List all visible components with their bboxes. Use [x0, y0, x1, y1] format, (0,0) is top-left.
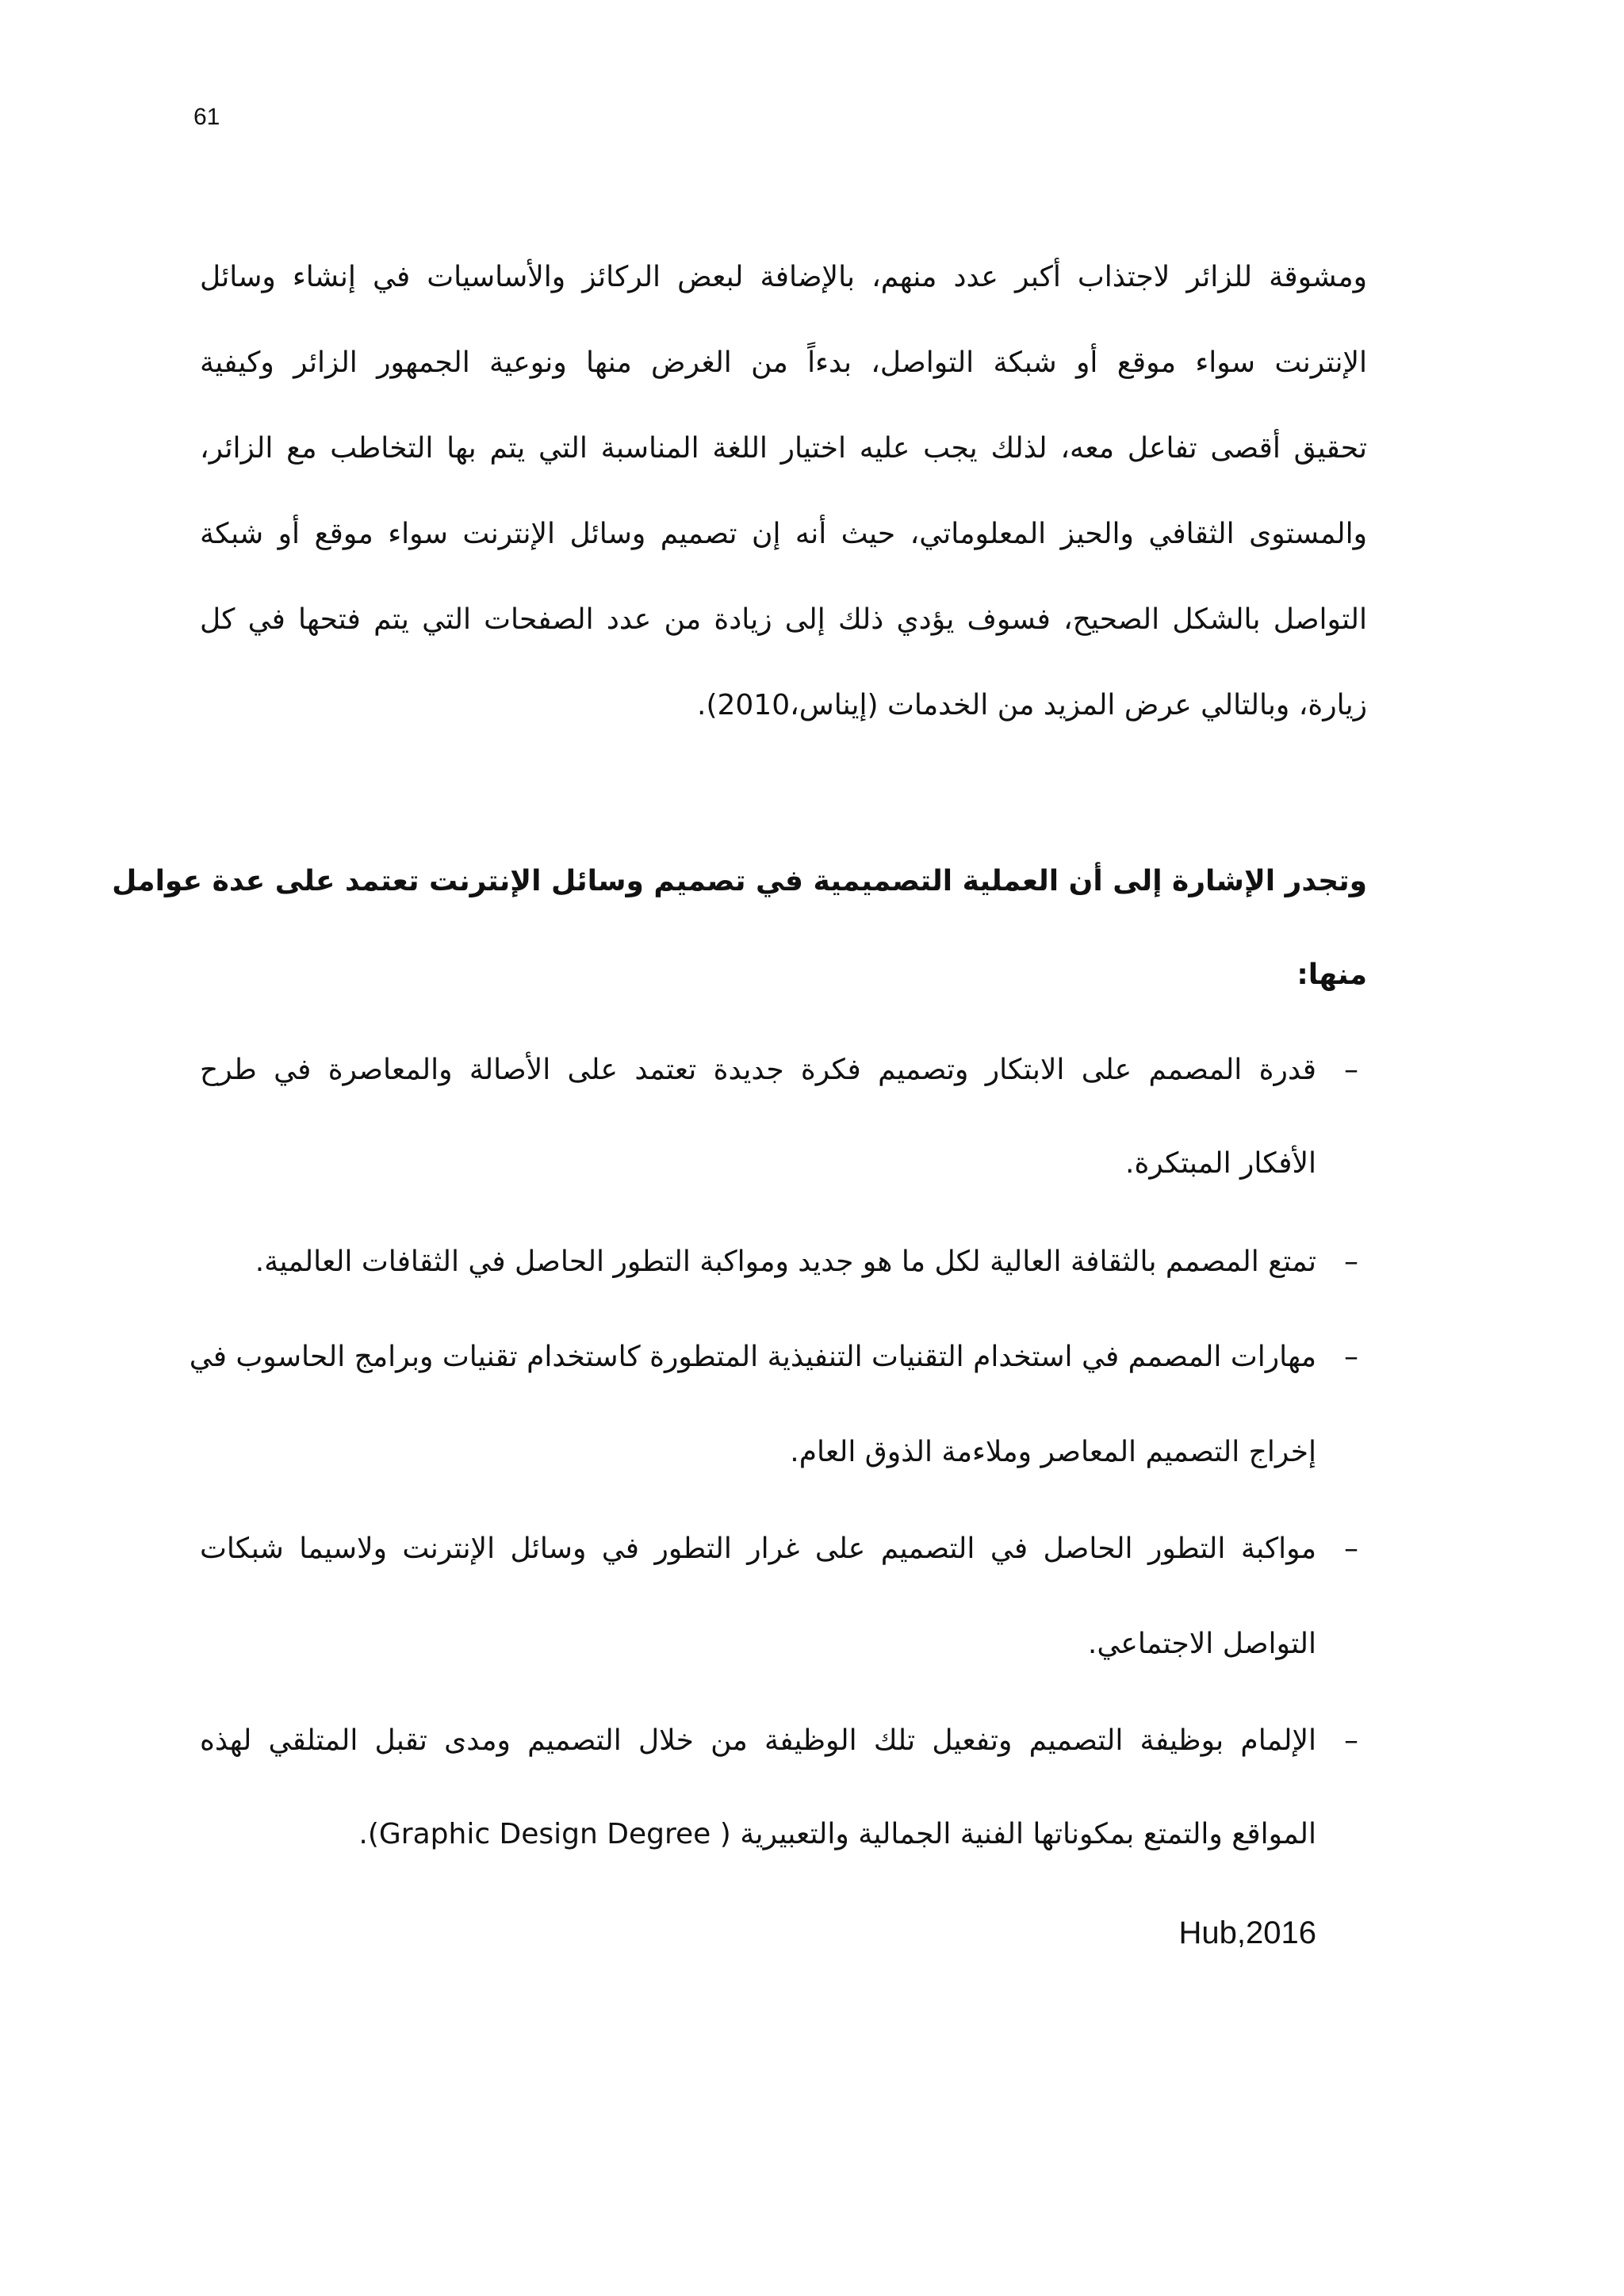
list-bullet: – — [1344, 1246, 1358, 1278]
citation-tail: Hub,2016 — [1178, 1915, 1316, 1950]
paragraph-line: الإنترنت سواء موقع أو شبكة التواصل، بدءاً من الغرض منها ونوعية الجمهور الزائر وكيفية — [200, 346, 1367, 379]
list-item-text: الأفكار المبتكرة. — [1125, 1147, 1316, 1180]
list-bullet: – — [1344, 1724, 1358, 1757]
heading-line: وتجدر الإشارة إلى أن العملية التصميمية في تصميم وسائل الإنترنت تعتمد على عدة عوامل — [112, 865, 1367, 897]
paragraph-line: التواصل بالشكل الصحيح، فسوف يؤدي ذلك إلى زيادة من عدد الصفحات التي يتم فتحها في كل — [200, 603, 1367, 636]
list-bullet: – — [1344, 1054, 1358, 1086]
paragraph-line: تحقيق أقصى تفاعل معه، لذلك يجب عليه اختيار اللغة المناسبة التي يتم بها التخاطب مع الزائر، — [200, 432, 1367, 465]
heading-line: منها: — [1297, 959, 1367, 991]
list-item-text: قدرة المصمم على الابتكار وتصميم فكرة جديدة تعتمد على الأصالة والمعاصرة في طرح — [200, 1054, 1316, 1086]
paragraph-line: ومشوقة للزائر لاجتذاب أكبر عدد منهم، بالإضافة لبعض الركائز والأساسيات في إنشاء وسائل — [200, 261, 1367, 293]
list-item-text: الإلمام بوظيفة التصميم وتفعيل تلك الوظيفة من خلال التصميم ومدى تقبل المتلقي لهذه — [200, 1724, 1316, 1757]
paragraph-line: زيارة، وبالتالي عرض المزيد من الخدمات (إيناس،2010). — [697, 689, 1367, 721]
paragraph-line: والمستوى الثقافي والحيز المعلوماتي، حيث أنه إن تصميم وسائل الإنترنت سواء موقع أو شبكة — [200, 518, 1367, 550]
page-number: 61 — [193, 104, 220, 130]
list-item-text: المواقع والتمتع بمكوناتها الفنية الجمالية والتعبيرية ( Graphic Design Degree). — [358, 1818, 1316, 1850]
list-bullet: – — [1344, 1341, 1358, 1373]
list-item-text: إخراج التصميم المعاصر وملاءمة الذوق العام. — [790, 1436, 1316, 1468]
list-item-text: مهارات المصمم في استخدام التقنيات التنفيذية المتطورة كاستخدام تقنيات وبرامج الحاسوب في — [189, 1341, 1316, 1373]
list-item-text: التواصل الاجتماعي. — [1087, 1628, 1316, 1660]
list-item-text: تمتع المصمم بالثقافة العالية لكل ما هو جديد ومواكبة التطور الحاصل في الثقافات العالمية. — [255, 1246, 1316, 1278]
list-item-text: مواكبة التطور الحاصل في التصميم على غرار التطور في وسائل الإنترنت ولاسيما شبكات — [200, 1533, 1316, 1565]
list-bullet: – — [1344, 1533, 1358, 1565]
